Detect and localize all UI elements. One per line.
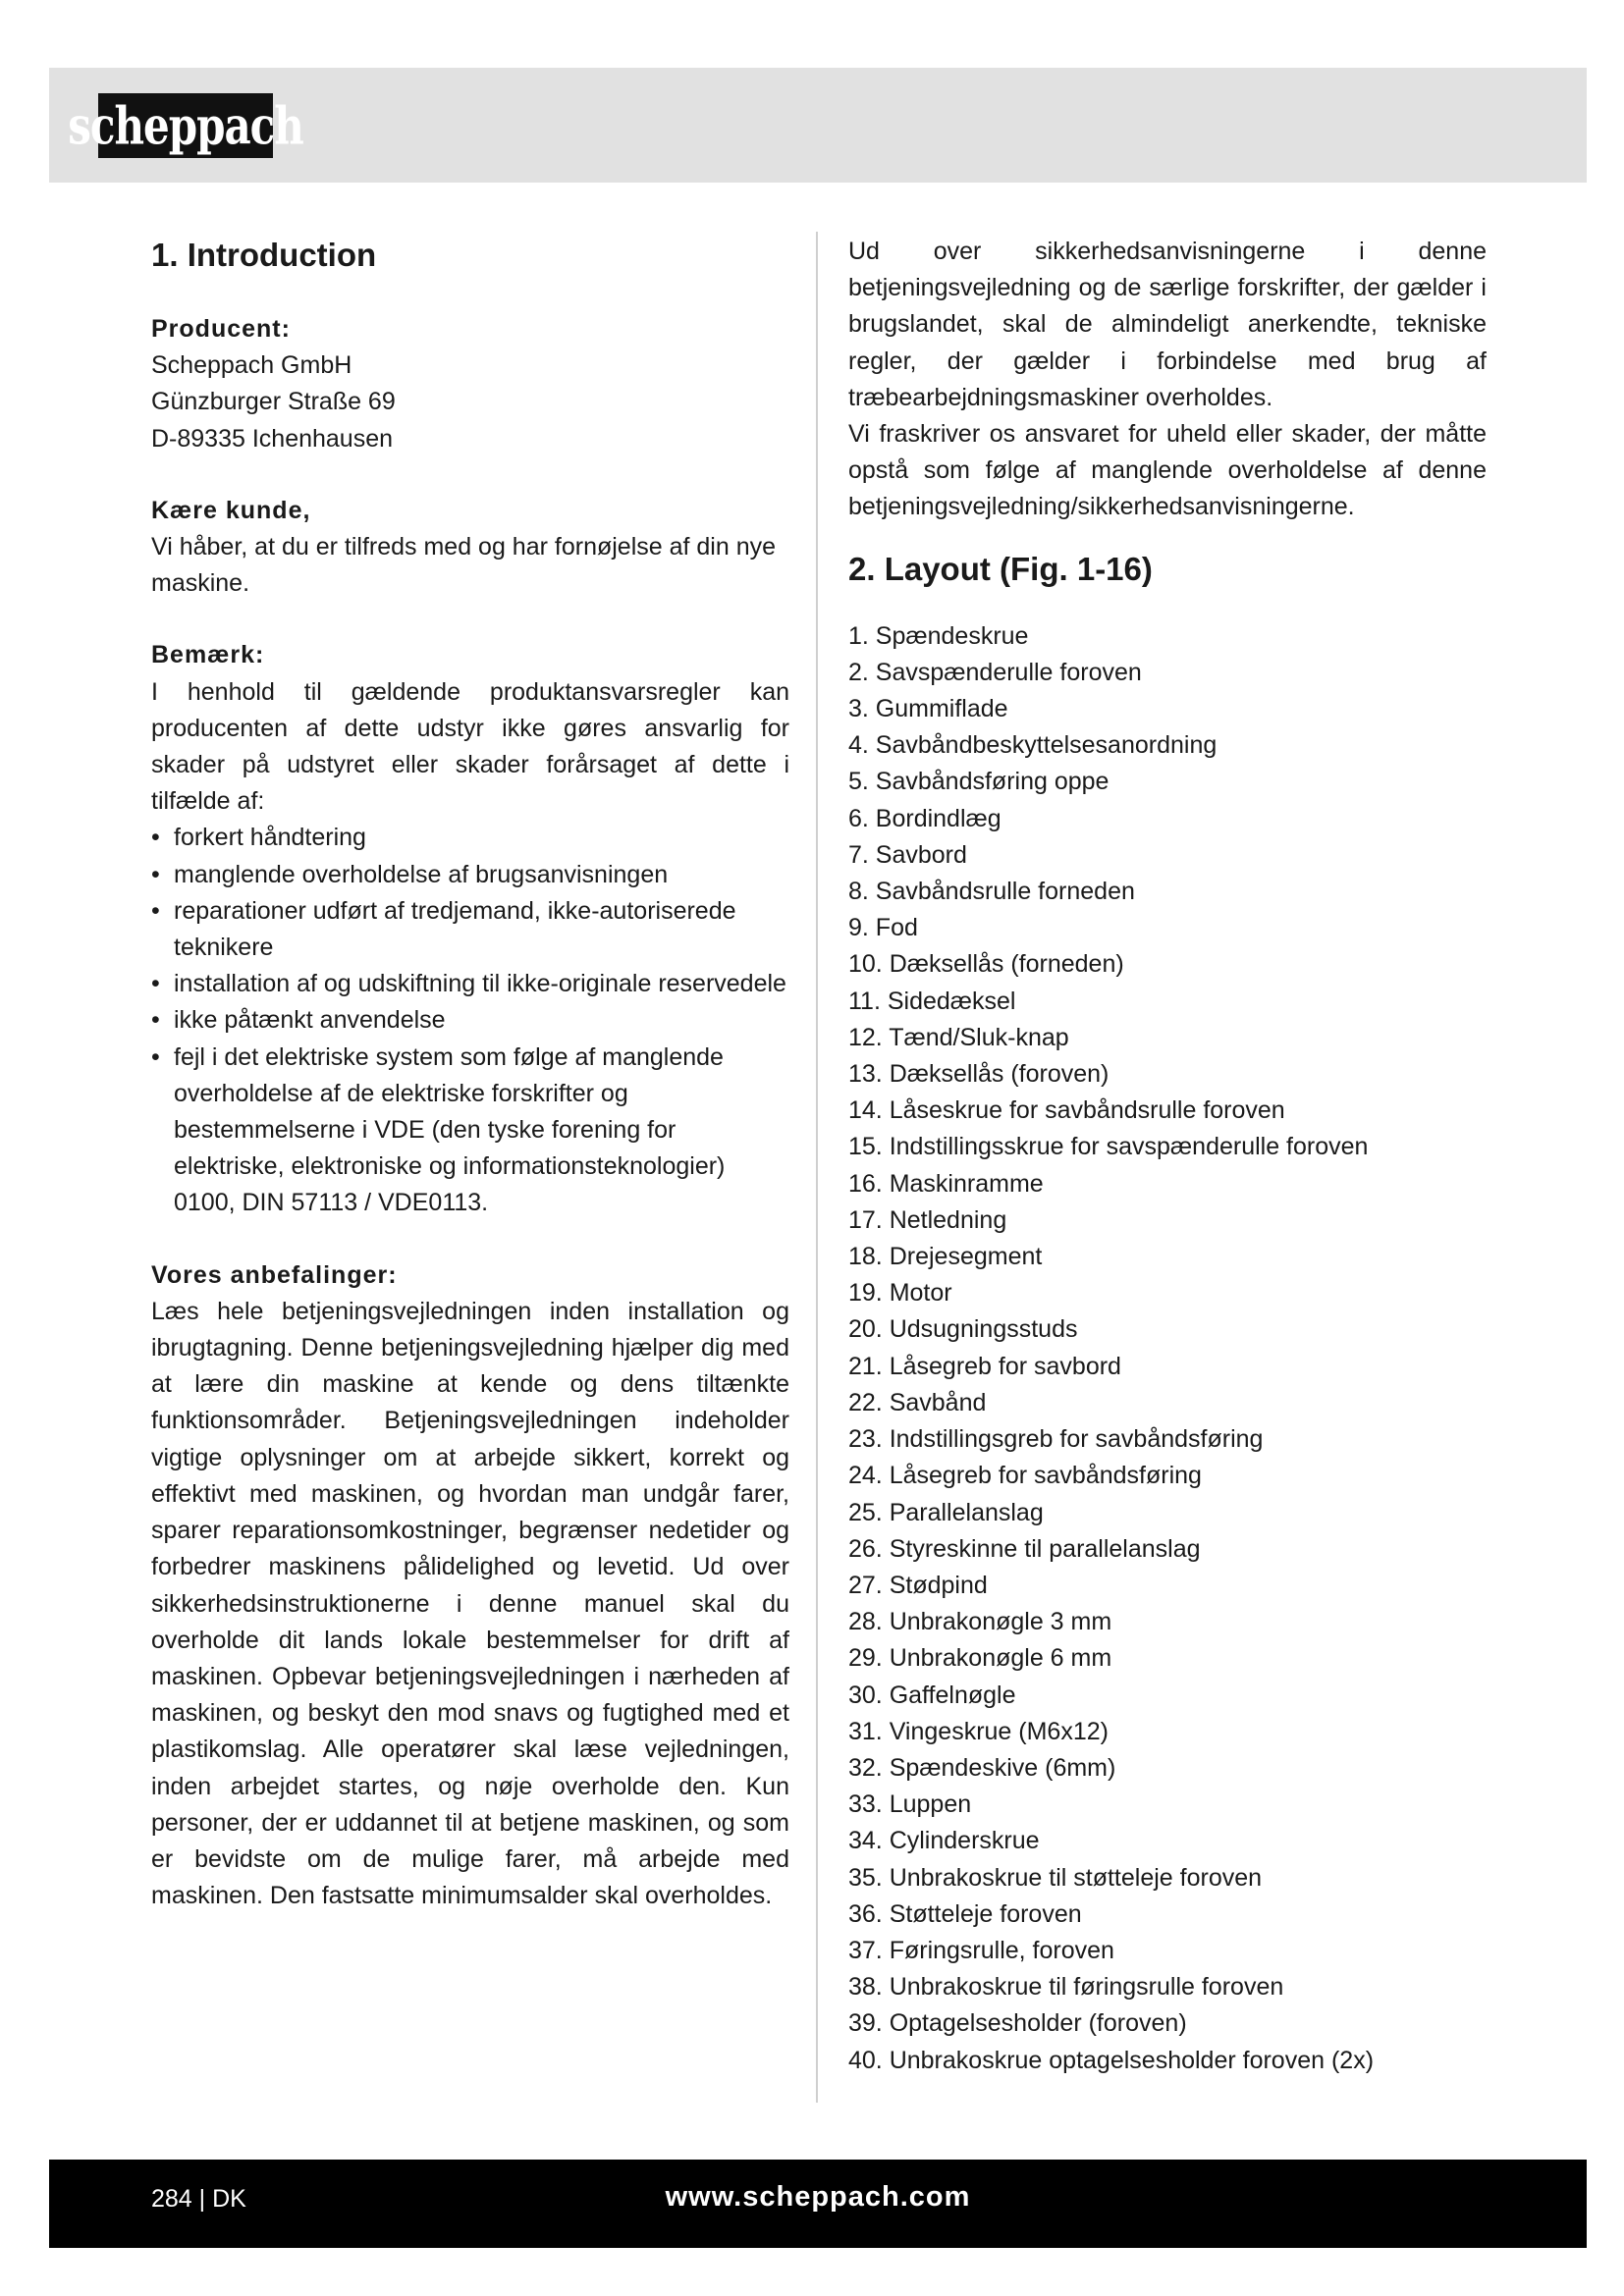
list-item: 27. Stødpind	[848, 1571, 988, 1599]
website-link: www.scheppach.com	[665, 2181, 971, 2213]
list-item: 31. Vingeskrue (M6x12)	[848, 1717, 1109, 1745]
list-item: 20. Udsugningsstuds	[848, 1315, 1078, 1344]
list-item: • installation af og udskiftning til ikke-originale reservedele	[151, 966, 789, 1002]
producer-line: D-89335 Ichenhausen	[151, 424, 394, 453]
list-item: • reparationer udført af tredjemand, ikke-autoriserede teknikere	[151, 893, 789, 966]
list-item: 2. Savspænderulle foroven	[848, 658, 1142, 686]
list-item: • ikke påtænkt anvendelse	[151, 1002, 789, 1039]
list-item: 34. Cylinderskrue	[848, 1827, 1040, 1855]
list-item: 14. Låseskrue for savbåndsrulle foroven	[848, 1096, 1285, 1125]
list-item: 36. Støtteleje foroven	[848, 1899, 1082, 1928]
list-item: 10. Dæksellås (forneden)	[848, 950, 1124, 979]
list-item: • manglende overholdelse af brugsanvisningen	[151, 857, 789, 893]
dear-heading: Kære kunde,	[151, 496, 311, 524]
scheppach-logo: scheppach	[98, 93, 273, 158]
note-text: I henhold til gældende produktansvarsregler kan producenten af dette udstyr ikke gøres ansvarlig for skader på udstyret eller skader forårsaget af dette i tilfælde af:	[151, 677, 789, 816]
list-item: 9. Fod	[848, 914, 918, 942]
list-item: 39. Optagelsesholder (foroven)	[848, 2009, 1187, 2038]
note-heading: Bemærk:	[151, 641, 265, 669]
list-item: 23. Indstillingsgreb for savbåndsføring	[848, 1425, 1264, 1454]
producer-line: Günzburger Straße 69	[151, 388, 396, 416]
left-column	[151, 234, 789, 1914]
recommend-heading: Vores anbefalinger:	[151, 1260, 398, 1289]
note-list	[151, 820, 789, 1221]
list-item: 18. Drejesegment	[848, 1243, 1043, 1271]
list-item: 32. Spændeskive (6mm)	[848, 1753, 1116, 1782]
list-item: 6. Bordindlæg	[848, 804, 1001, 832]
list-item: 40. Unbrakoskrue optagelsesholder foroven (2x)	[848, 2046, 1375, 2074]
list-item: 24. Låsegreb for savbåndsføring	[848, 1462, 1202, 1490]
right-column	[848, 234, 1487, 2079]
list-item: 37. Føringsrulle, foroven	[848, 1936, 1114, 1964]
column-divider	[816, 232, 818, 2103]
list-item: 17. Netledning	[848, 1205, 1007, 1234]
layout-list	[848, 618, 1487, 2079]
list-item: 12. Tænd/Sluk-knap	[848, 1023, 1069, 1051]
producer-line: Scheppach GmbH	[151, 351, 352, 380]
list-item: 4. Savbåndbeskyttelsesanordning	[848, 731, 1218, 760]
producer-heading: Producent:	[151, 315, 291, 343]
intro-paragraph: Vi fraskriver os ansvaret for uheld eller skader, der måtte opstå som følge af manglende overholdelse af denne betjeningsvejledning/sikkerhedsanvisningerne.	[848, 420, 1487, 521]
list-item: 26. Styreskinne til parallelanslag	[848, 1534, 1201, 1563]
list-item: 30. Gaffelnøgle	[848, 1681, 1016, 1709]
list-item: 1. Spændeskrue	[848, 621, 1029, 650]
list-item: 25. Parallelanslag	[848, 1498, 1044, 1526]
list-item: 11. Sidedæksel	[848, 987, 1016, 1015]
page-number: 284 | DK	[151, 2185, 246, 2213]
list-item: 22. Savbånd	[848, 1388, 987, 1416]
list-item: 38. Unbrakoskrue til føringsrulle foroven	[848, 1973, 1284, 2002]
list-item: 35. Unbrakoskrue til støtteleje foroven	[848, 1863, 1263, 1892]
footer-bar	[49, 2160, 1587, 2248]
list-item: 7. Savbord	[848, 840, 967, 869]
list-item: 19. Motor	[848, 1279, 952, 1308]
list-item: 28. Unbrakonøgle 3 mm	[848, 1608, 1112, 1636]
list-item: 8. Savbåndsrulle forneden	[848, 878, 1135, 906]
list-item: 15. Indstillingsskrue for savspænderulle foroven	[848, 1133, 1369, 1161]
list-item: 5. Savbåndsføring oppe	[848, 768, 1110, 796]
intro-paragraph: Ud over sikkerhedsanvisningerne i denne betjeningsvejledning og de særlige forskrifter, der gælder i brugslandet, skal de almindeligt anerkendte, tekniske regler, der gælder i forbindelse med brug af træbearbejdningsmaskiner overholdes.	[848, 238, 1487, 411]
list-item: 33. Luppen	[848, 1790, 972, 1819]
list-item: 29. Unbrakonøgle 6 mm	[848, 1644, 1112, 1673]
list-item: 3. Gummiflade	[848, 695, 1008, 723]
header-bar	[49, 68, 1587, 183]
list-item: • forkert håndtering	[151, 820, 789, 856]
section-title-introduction: 1. Introduction	[151, 237, 377, 273]
list-item: 21. Låsegreb for savbord	[848, 1352, 1121, 1380]
list-item: 16. Maskinramme	[848, 1169, 1044, 1198]
recommend-text: Læs hele betjeningsvejledningen inden installation og ibrugtagning. Denne betjeningsvejledning hjælper dig med at lære din maskine at kende og dens tiltænkte funktionsområder. Betjeningsvejledningen indeholder vigtige oplysninger om at arbejde sikkert, korrekt og effektivt med maskinen, og hvordan man undgår farer, sparer reparationsomkostninger, begrænser nedetider og forbedrer maskinens pålidelighed og levetid. Ud over sikkerhedsinstruktionerne i denne manuel skal du overholde dit lands lokale bestemmelser for drift af maskinen. Opbevar betjeningsvejledningen i nærheden af maskinen, og beskyt den mod snavs og fugtighed med et plastikomslag. Alle operatører skal læse vejledningen, inden arbejdet startes, og nøje overholde den. Kun personer, der er uddannet til at betjene maskinen, og som er bevidste om de mulige farer, må arbejde med maskinen. Den fastsatte minimumsalder skal overholdes.	[151, 1297, 789, 1910]
list-item: 13. Dæksellås (foroven)	[848, 1060, 1110, 1089]
section-title-layout: 2. Layout (Fig. 1-16)	[848, 550, 1153, 587]
list-item: • fejl i det elektriske system som følge af manglende overholdelse af de elektriske forskrifter og bestemmelserne i VDE (den tyske forening for elektriske, elektroniske og informationsteknologier) 0100, DIN 57113 / VDE0113.	[151, 1040, 789, 1222]
dear-text: Vi håber, at du er tilfreds med og har fornøjelse af din nye maskine.	[151, 533, 777, 598]
